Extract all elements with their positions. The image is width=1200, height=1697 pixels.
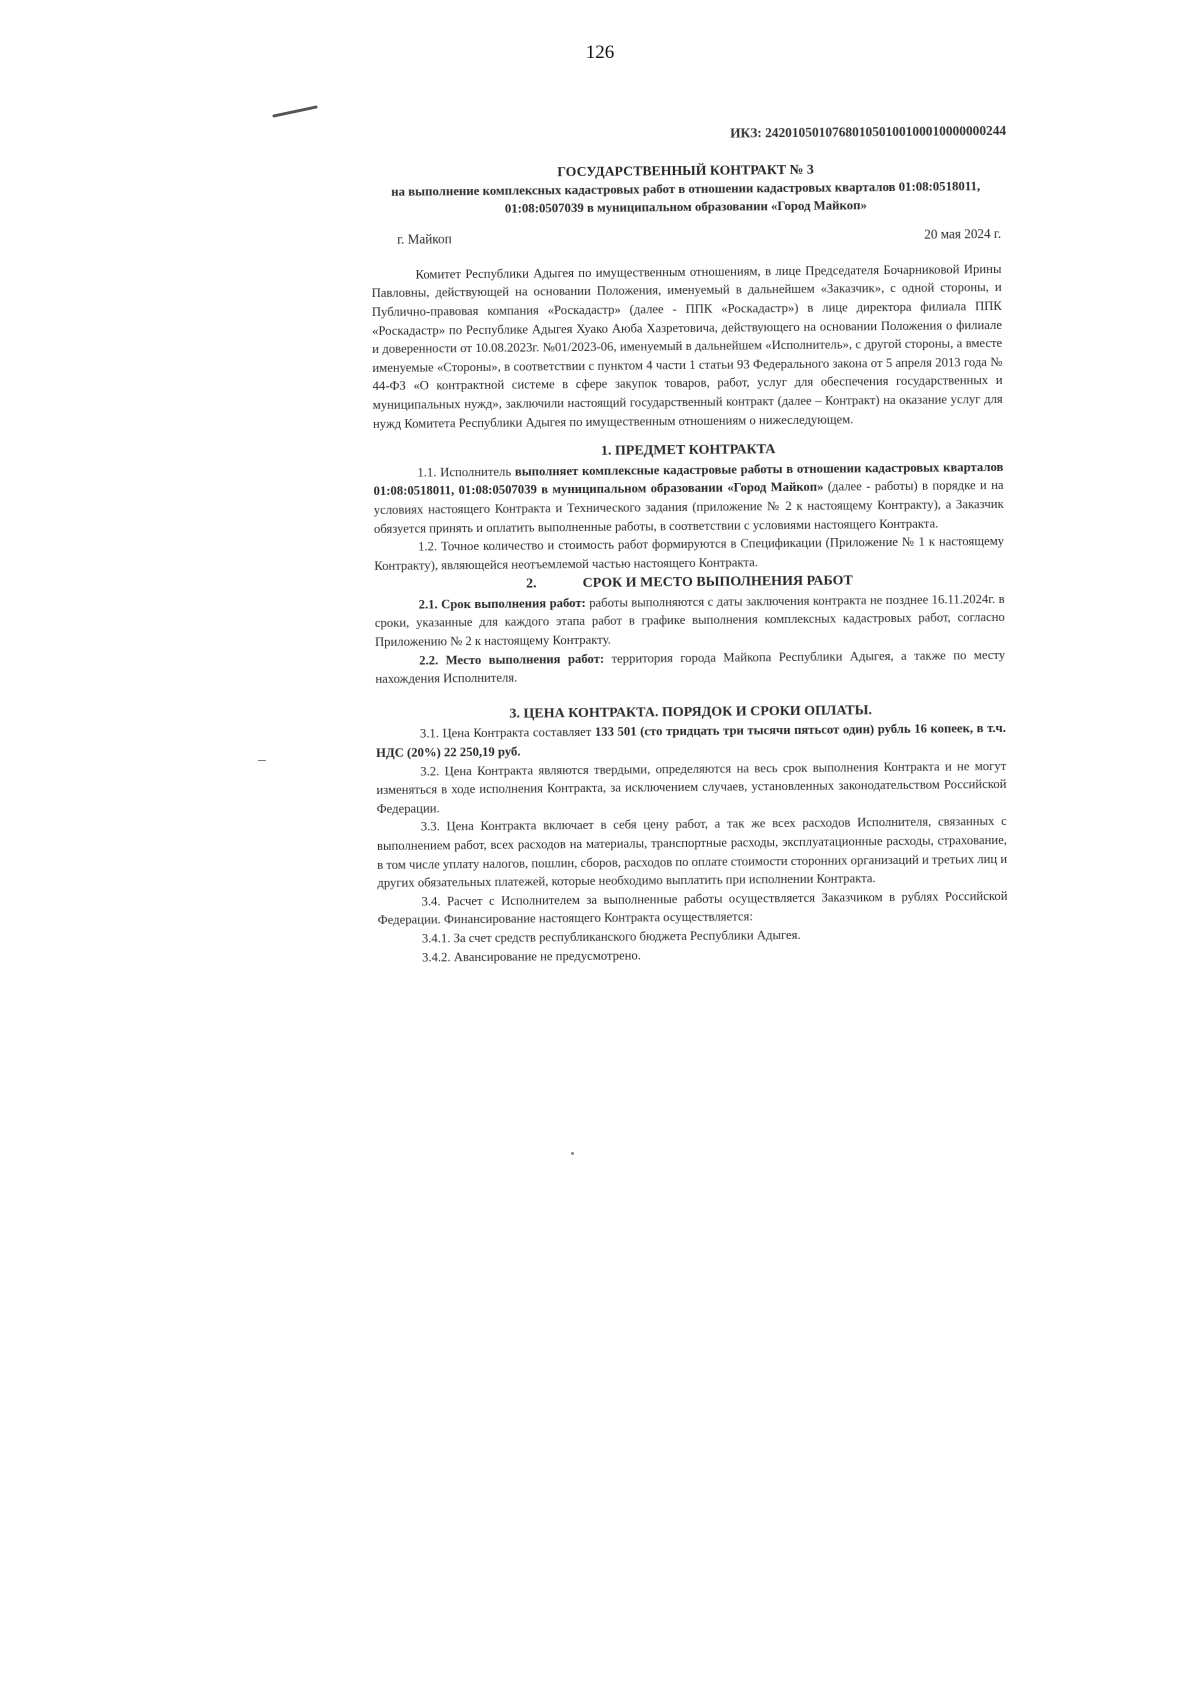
section-2-number: 2. xyxy=(526,576,537,592)
clause-2-1-text: работы выполняются с даты заключения контракта не позднее 16.11.2024г. в сроки, указанные для каждого этапа работ в графике выполнения комплексных кадастровых работ, согласно Приложению № 2 к настоящему Контракту. xyxy=(374,591,1005,650)
ikz-code: ИКЗ: 242010501076801050100100010000000244 xyxy=(730,122,1007,141)
clause-1-1 xyxy=(373,458,1004,538)
clause-1-2: 1.2. Точное количество и стоимость работ формируются в Спецификации (Приложение № 1 к настоящему Контракту), являющейся неотъемлемой частью настоящего Контракта. xyxy=(374,534,1005,573)
clause-2-1 xyxy=(375,590,1006,652)
clause-1-1-rest: (далее - работы) в порядке и на условиях настоящего Контракта и Технического задания (приложение № 2 к настоящему Контракту), а Заказчик обязуется принять и оплатить выполненные работы, в соответствии с условиями настоящего Контракта. xyxy=(373,478,1004,536)
scanned-contract-page xyxy=(370,114,1008,967)
section-1-title: 1. ПРЕДМЕТ КОНТРАКТА xyxy=(600,442,776,459)
clause-2-2-label: 2.2. Место выполнения работ: xyxy=(419,651,605,668)
pen-mark xyxy=(272,105,318,117)
section-2-title-text: СРОК И МЕСТО ВЫПОЛНЕНИЯ РАБОТ xyxy=(582,573,853,592)
clause-3-4-2: 3.4.2. Авансирование не предусмотрено. xyxy=(421,948,641,965)
clause-2-2-text: территория города Майкопа Республики Адыгея, а также по месту нахождения Исполнителя. xyxy=(375,647,1006,687)
contract-city: г. Майкоп xyxy=(397,231,452,247)
clause-2-2 xyxy=(375,646,1005,689)
contract-title: ГОСУДАРСТВЕННЫЙ КОНТРАКТ № 3 xyxy=(557,161,814,179)
clause-1-1-prefix: 1.1. Исполнитель xyxy=(417,464,515,480)
page-number: 126 xyxy=(585,42,615,63)
contract-subtitle: на выполнение комплексных кадастровых работ в отношении кадастровых кварталов 01:08:0518011, 01:08:0507039 в муниципальном образовании «Город Майкоп» xyxy=(391,179,981,216)
clause-3-4-1: 3.4.1. За счет средств республиканского бюджета Республики Адыгея. xyxy=(421,927,801,946)
section-3-title: 3. ЦЕНА КОНТРАКТА. ПОРЯДОК И СРОКИ ОПЛАТЫ. xyxy=(509,703,872,722)
scan-artifact-dot xyxy=(571,1152,574,1155)
preamble: Комитет Республики Адыгея по имущественным отношениям, в лице Председателя Бочарниковой Ирины Павловны, действующей на основании Положения, именуемый в дальнейшем «Заказчик», с одной стороны, и Публично-правовая компания «Роскадастр» (далее - ППК «Роскадастр») в лице директора филиала ППК «Роскадастр» по Республике Адыгея Хуако Аюба Хазретовича, действующего на основании Положения о филиале и доверенности от 10.08.2023г. №01/2023-06, именуемый в дальнейшем «Исполнитель», с другой стороны, а вместе именуемые «Стороны», в соответствии с пунктом 4 части 1 статьи 93 Федерального закона от 5 апреля 2013 года № 44-ФЗ «О контрактной системе в сфере закупок товаров, работ, услуг для обеспечения государственных и муниципальных нужд», заключили настоящий государственный контракт (далее – Контракт) на оказание услуг для нужд Комитета Республики Адыгея по имущественным отношениям о нижеследующем. xyxy=(371,261,1003,431)
clause-3-1 xyxy=(376,719,1006,762)
clause-3-2: 3.2. Цена Контракта являются твердыми, определяются на весь срок выполнения Контракта и не могут изменяться в ходе исполнения Контракта, за исключением случаев, установленных законодательством Российской Федерации. xyxy=(376,758,1007,816)
clause-3-4: 3.4. Расчет с Исполнителем за выполненные работы осуществляется Заказчиком в рублях Российской Федерации. Финансирование настоящего Контракта осуществляется: xyxy=(377,888,1008,928)
clause-3-1-bold: 133 501 (сто тридцать три тысячи пятьсот один) рубль 16 копеек, в т.ч. НДС (20%) 22 250,19 руб. xyxy=(376,721,1006,761)
clause-2-1-label: 2.1. Срок выполнения работ: xyxy=(418,595,586,612)
clause-1-1-bold: выполняет комплексные кадастровые работы в отношении кадастровых кварталов 01:08:0518011, 01:08:0507039 в муниципальном образовании «Город Майкоп» xyxy=(373,459,1004,499)
city-date-line xyxy=(397,225,1001,249)
clause-3-3: 3.3. Цена Контракта включает в себя цену работ, а так же всех расходов Исполнителя, связанных с выполнением работ, всех расходов на материалы, транспортные расходы, эксплуатационные расходы, страхование, в том числе уплату налогов, пошлин, сборов, расходов по оплате стоимости сторонних организаций и третьих лиц и других обязательных платежей, которые необходимо выплатить при исполнении Контракта. xyxy=(376,814,1008,891)
contract-date: 20 мая 2024 г. xyxy=(924,226,1002,242)
clause-3-1-prefix: 3.1. Цена Контракта составляет xyxy=(419,725,595,741)
scan-artifact-dash xyxy=(258,760,266,761)
